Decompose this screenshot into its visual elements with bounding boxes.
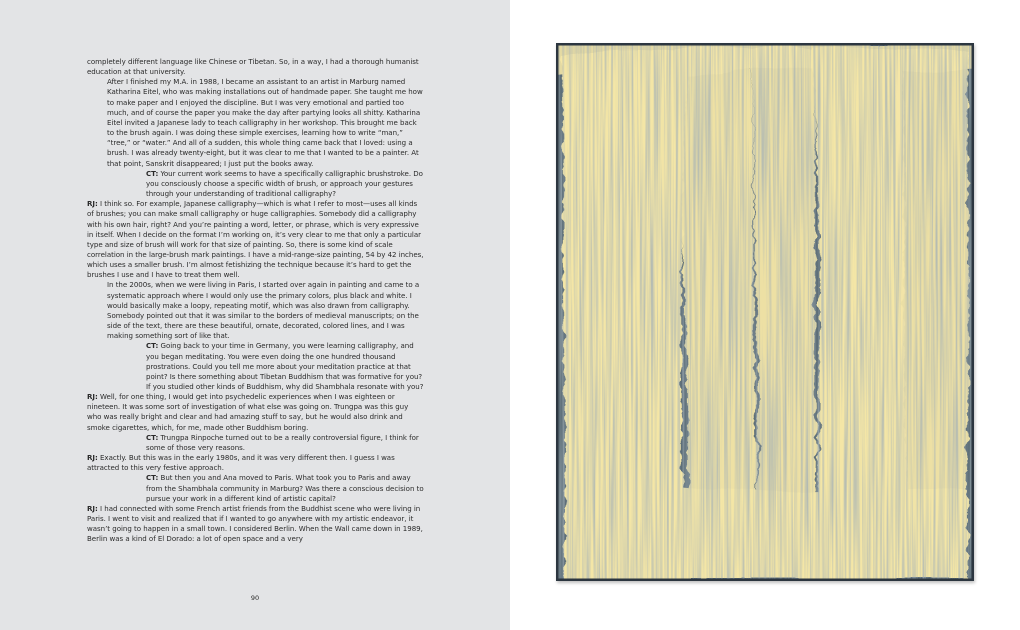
- speaker-label: RJ:: [87, 199, 98, 209]
- page-number: 90: [250, 594, 260, 602]
- paragraph: completely different language like Chinese or Tibetan. So, in a way, I had a thorough humanist education at that university.: [87, 57, 419, 77]
- speaker-label: RJ:: [87, 453, 98, 463]
- brushstroke-painting-image: [556, 43, 974, 581]
- answer-paragraph: RJ: Well, for one thing, I would get into psychedelic experiences when I was eighteen or nineteen. It was some sort of investigation of what else was going on. Trungpa was this guy who was really bright and clear and had amazing stuff to say, but he would also drink and smoke cigarettes, which, for me, made other Buddhism boring.: [87, 392, 409, 432]
- painting-svg: [556, 43, 974, 581]
- answer-paragraph: RJ: Exactly. But this was in the early 1980s, and it was very different then. I guess I was attracted to this very festive approach.: [87, 453, 395, 473]
- interview-text: [87, 57, 424, 545]
- speaker-label: CT:: [146, 432, 159, 442]
- brush-texture-overlay: [556, 43, 974, 581]
- speaker-label: CT:: [146, 168, 159, 178]
- paragraph: In the 2000s, when we were living in Paris, I started over again in painting and came to a systematic approach where I would only use the primary colors, plus black and white. I would basically make a loopy, repeating motif, which was also drawn from calligraphy. Somebody pointed out that it was similar to the borders of medieval manuscripts; on the side of the text, there are these beautiful, ornate, decorated, colored lines, and I was making something sort of like that.: [107, 280, 420, 341]
- speaker-label: CT:: [146, 473, 159, 483]
- speaker-label: RJ:: [87, 392, 98, 402]
- speaker-label: RJ:: [87, 503, 98, 513]
- question-paragraph: CT: Your current work seems to have a specifically calligraphic brushstroke. Do you consciously choose a specific width of brush, or approach your gestures through your understanding of traditional calligraphy?: [146, 168, 423, 199]
- answer-paragraph: RJ: I think so. For example, Japanese calligraphy—which is what I refer to most—uses all kinds of brushes; you can make small calligraphy or huge calligraphies. Somebody did a calligraphy with his own hair, right? And you’re painting a word, letter, or phrase, which is very expressive in itself. When I decide on the format I’m working on, it’s very clear to me that only a particular type and size of brush will work for that size of painting. So, there is some kind of scale correlation in the large-brush mark paintings. I have a mid-range-size painting, 54 by 42 inches, which uses a smaller brush. I’m almost fetishizing the technique because it’s hard to get the brushes I use and I have to treat them well.: [87, 199, 424, 280]
- answer-paragraph: RJ: I had connected with some French artist friends from the Buddhist scene who were living in Paris. I went to visit and realized that if I wanted to go anywhere with my artistic endeavor, it wasn’t going to happen in a small town. I considered Berlin. When the Wall came down in 1989, Berlin was a kind of El Dorado: a lot of open space and a very: [87, 503, 423, 544]
- question-paragraph: CT: Trungpa Rinpoche turned out to be a really controversial figure, I think for some of those very reasons.: [146, 432, 419, 452]
- question-paragraph: CT: But then you and Ana moved to Paris. What took you to Paris and away from the Shambhala community in Marburg? Was there a conscious decision to pursue your work in a different kind of artistic capital?: [146, 473, 424, 503]
- question-paragraph: CT: Going back to your time in Germany, you were learning calligraphy, and you began meditating. You were even doing the one hundred thousand prostrations. Could you tell me more about your meditation practice at that point? Is there something about Tibetan Buddhism that was formative for you? If you studied other kinds of Buddhism, why did Shambhala resonate with you?: [146, 341, 424, 391]
- speaker-label: CT:: [146, 341, 159, 351]
- paragraph: After I finished my M.A. in 1988, I became an assistant to an artist in Marburg named Katharina Eitel, who was making installations out of handmade paper. She taught me how to make paper and I enjoyed the discipline. But I was very emotional and partied too much, and of course the paper you make the day after partying looks all shitty. Katharina Eitel invited a Japanese lady to teach calligraphy in her workshop. This brought me back to the brush again. I was doing these simple exercises, learning how to write “man,” “tree,” or “water.” And all of a sudden, this whole thing came back that I loved: using a brush. I was already twenty-eight, but it was clear to me that I wanted to be a painter. At that point, Sanskrit disappeared; I just put the books away.: [107, 77, 423, 168]
